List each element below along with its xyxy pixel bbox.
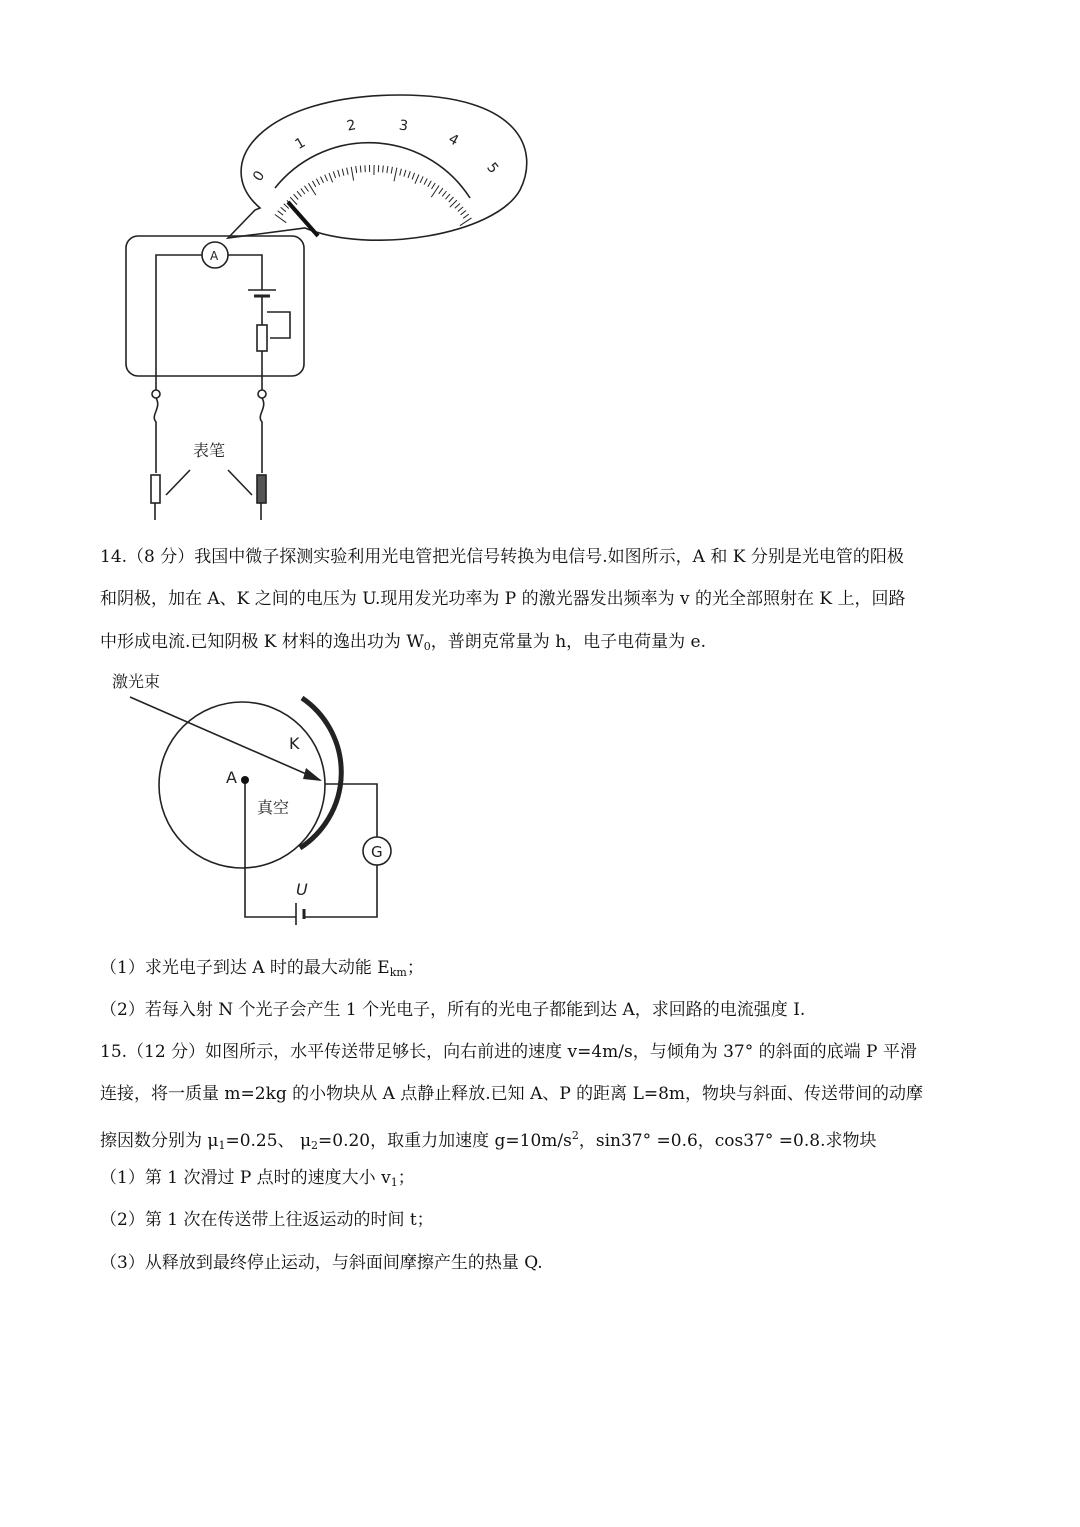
q14-line-2: 和阴极，加在 A、K 之间的电压为 U.现用发光功率为 P 的激光器发出频率为 v 的光全部照射在 K 上，回路 xyxy=(100,589,906,609)
scale-tick xyxy=(342,169,344,176)
scale-tick xyxy=(415,175,419,184)
scale-tick xyxy=(347,168,349,175)
scale-tick xyxy=(408,171,410,178)
galvanometer-label: G xyxy=(371,843,383,861)
q14-line-3 xyxy=(100,632,1080,657)
scale-tick xyxy=(351,167,353,181)
scale-tick xyxy=(394,168,397,182)
laser-label: 激光束 xyxy=(112,672,161,691)
q15-sup: 2 xyxy=(571,1129,579,1142)
scale-tick xyxy=(333,171,335,178)
q14-line-1: 14.（8 分）我国中微子探测实验利用光电管把光信号转换为电信号.如图所示，A 和 K 分别是光电管的阳极 xyxy=(100,547,904,567)
scale-tick xyxy=(442,191,446,196)
q14-line-3a: 中形成电流.已知阴极 K 材料的逸出功为 W xyxy=(100,632,424,652)
ammeter-circuit-figure xyxy=(100,90,560,530)
scale-tick xyxy=(329,173,333,182)
q15-line-3d: ，sin37° =0.6，cos37° =0.8.求物块 xyxy=(578,1131,877,1151)
q15-part-1b: ； xyxy=(397,1168,415,1188)
scale-tick xyxy=(297,191,301,197)
scale-tick xyxy=(449,197,454,202)
scale-tick xyxy=(424,179,427,185)
scale-tick xyxy=(360,166,361,173)
rheostat xyxy=(257,325,267,351)
q15-line-3 xyxy=(100,1126,1080,1156)
scale-tick xyxy=(356,166,357,173)
probe-label: 表笔 xyxy=(193,441,226,460)
scale-tick xyxy=(391,167,392,174)
scale-tick xyxy=(432,183,436,189)
scale-label-1: 1 xyxy=(292,134,309,153)
scale-tick xyxy=(463,214,469,218)
q15-part-2: （2）第 1 次在传送带上往返运动的时间 t； xyxy=(100,1210,434,1230)
scale-tick xyxy=(281,207,286,212)
q14-part-2: （2）若每入射 N 个光子会产生 1 个光电子，所有的光电子都能到达 A，求回路的电流强度 I. xyxy=(100,1000,806,1020)
scale-tick xyxy=(455,204,460,209)
q15-part-1-sub: 1 xyxy=(390,1176,398,1189)
scale-tick xyxy=(404,170,406,177)
scale-tick xyxy=(400,169,402,176)
scale-label-2: 2 xyxy=(345,117,358,135)
cathode-label: K xyxy=(289,734,300,753)
q15-line-3b: =0.25、 μ xyxy=(225,1131,312,1151)
meter-needle xyxy=(288,202,318,236)
voltage-label: U xyxy=(296,880,308,899)
scale-tick xyxy=(305,186,309,192)
scale-tick xyxy=(446,194,451,199)
scale-ticks xyxy=(275,165,472,226)
anode-label: A xyxy=(226,768,237,787)
q14-part-1-sub: km xyxy=(389,966,407,979)
scale-tick xyxy=(338,170,340,177)
q14-part-1b: ； xyxy=(406,958,424,978)
q15-line-1: 15.（12 分）如图所示，水平传送带足够长，向右前进的速度 v=4m/s，与倾角为 37° 的斜面的底端 P 平滑 xyxy=(100,1042,917,1062)
probe-right xyxy=(257,475,266,503)
scale-tick xyxy=(461,211,466,215)
scale-tick xyxy=(450,200,457,207)
q14-line-3-sub: 0 xyxy=(423,640,431,653)
scale-label-4: 4 xyxy=(445,131,462,150)
scale-label-3: 3 xyxy=(397,117,409,135)
scale-tick xyxy=(428,181,432,187)
phototube-glass xyxy=(159,702,325,868)
scale-tick xyxy=(383,166,384,173)
scale-tick xyxy=(439,188,443,194)
q14-part-1 xyxy=(100,958,1080,983)
q15-line-2: 连接，将一质量 m=2kg 的小物块从 A 点静止释放.已知 A、P 的距离 L=8m，物块与斜面、传送带间的动摩 xyxy=(100,1084,924,1104)
scale-tick xyxy=(294,194,299,199)
scale-tick xyxy=(301,188,305,194)
scale-tick xyxy=(325,175,328,181)
scale-tick xyxy=(420,176,423,182)
phototube-figure xyxy=(100,665,410,935)
scale-tick xyxy=(412,173,415,180)
scale-tick xyxy=(458,207,463,212)
scale-label-0: 0 xyxy=(250,168,269,185)
scale-label-5: 5 xyxy=(483,159,502,177)
q15-mu1-sub: 1 xyxy=(218,1139,226,1152)
q14-line-3b: ，普朗克常量为 h，电子电荷量为 e. xyxy=(430,632,707,652)
probe-left xyxy=(151,475,160,503)
scale-tick xyxy=(312,181,315,187)
q15-line-3a: 擦因数分别为 μ xyxy=(100,1131,219,1151)
q15-part-3: （3）从释放到最终停止运动，与斜面间摩擦产生的热量 Q. xyxy=(100,1253,543,1273)
scale-tick xyxy=(278,211,284,215)
scale-tick xyxy=(387,166,388,173)
q15-part-1 xyxy=(100,1168,1080,1193)
scale-tick xyxy=(321,177,324,183)
anode-a-dot xyxy=(241,776,249,784)
scale-tick xyxy=(316,179,319,185)
scale-tick xyxy=(275,215,286,223)
vacuum-label: 真空 xyxy=(257,798,290,817)
ammeter-label: A xyxy=(210,249,219,263)
q15-line-3c: =0.20，取重力加速度 g=10m/s xyxy=(318,1131,572,1151)
q15-mu2-sub: 2 xyxy=(311,1139,319,1152)
q15-part-1a: （1）第 1 次滑过 P 点时的速度大小 v xyxy=(100,1168,391,1188)
q14-part-1a: （1）求光电子到达 A 时的最大动能 E xyxy=(100,958,390,978)
magnifier-balloon xyxy=(228,95,527,240)
